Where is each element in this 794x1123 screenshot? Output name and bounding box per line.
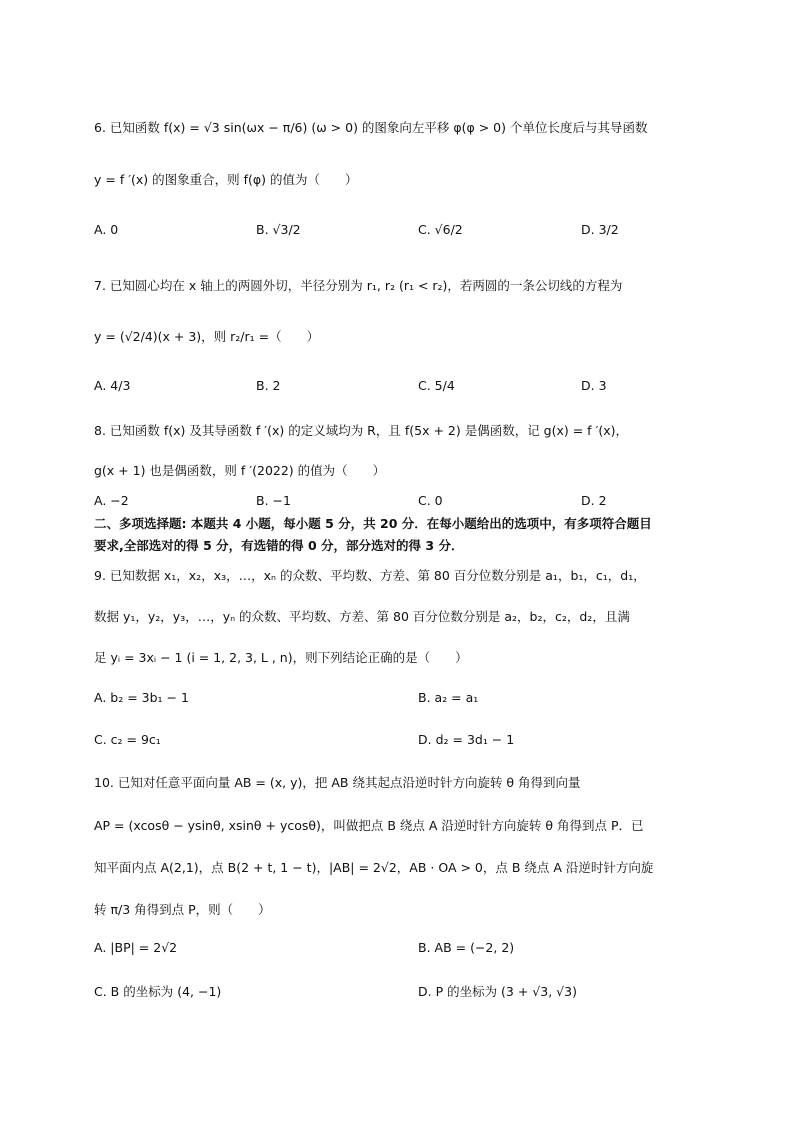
q10-stem-line3: 知平面内点 A(2,1)，点 B(2 + t, 1 − t)，|AB| = 2√2，AB · OA > 0，点 B 绕点 A 沿逆时针方向旋 bbox=[94, 860, 654, 875]
q6-option-c: C. √6/2 bbox=[418, 222, 463, 237]
q6-stem-line2: y = f ′(x) 的图象重合，则 f(φ) 的值为（ ） bbox=[94, 172, 358, 187]
q7-stem-line1: 7. 已知圆心均在 x 轴上的两圆外切，半径分别为 r₁, r₂ (r₁ < r₂)，若两圆的一条公切线的方程为 bbox=[94, 278, 623, 293]
q10-option-c: C. B 的坐标为 (4, −1) bbox=[94, 984, 222, 999]
q9-stem-line1: 9. 已知数据 x₁，x₂，x₃，…，xₙ 的众数、平均数、方差、第 80 百分位数分别是 a₁，b₁，c₁，d₁， bbox=[94, 568, 646, 583]
q10-stem-line2: AP = (xcosθ − ysinθ, xsinθ + ycosθ)，叫做把点 B 绕点 A 沿逆时针方向旋转 θ 角得到点 P．已 bbox=[94, 818, 644, 833]
q9-option-c: C. c₂ = 9c₁ bbox=[94, 732, 161, 747]
q9-option-b: B. a₂ = a₁ bbox=[418, 690, 479, 705]
q9-option-d: D. d₂ = 3d₁ − 1 bbox=[418, 732, 515, 747]
q7-option-d: D. 3 bbox=[581, 378, 607, 393]
q9-stem-line3: 足 yᵢ = 3xᵢ − 1 (i = 1, 2, 3, L , n)，则下列结论正确的是（ ） bbox=[94, 650, 468, 665]
q7-option-b: B. 2 bbox=[256, 378, 281, 393]
q6-option-b: B. √3/2 bbox=[256, 222, 301, 237]
q10-option-d: D. P 的坐标为 (3 + √3, √3) bbox=[418, 984, 577, 999]
q10-option-b: B. AB = (−2, 2) bbox=[418, 940, 515, 955]
q7-option-a: A. 4/3 bbox=[94, 378, 131, 393]
q9-option-a: A. b₂ = 3b₁ − 1 bbox=[94, 690, 189, 705]
q8-option-b: B. −1 bbox=[256, 493, 291, 508]
q10-stem-line1: 10. 已知对任意平面向量 AB = (x, y)，把 AB 绕其起点沿逆时针方向旋转 θ 角得到向量 bbox=[94, 775, 581, 790]
q6-option-a: A. 0 bbox=[94, 222, 119, 237]
q6-stem-line1: 6. 已知函数 f(x) = √3 sin(ωx − π/6) (ω > 0) 的图象向左平移 φ(φ > 0) 个单位长度后与其导函数 bbox=[94, 120, 648, 135]
q8-option-d: D. 2 bbox=[581, 493, 607, 508]
q8-option-c: C. 0 bbox=[418, 493, 443, 508]
q9-stem-line2: 数据 y₁，y₂，y₃，…，yₙ 的众数、平均数、方差、第 80 百分位数分别是 a₂，b₂，c₂，d₂，且满 bbox=[94, 609, 630, 624]
q8-stem-line2: g(x + 1) 也是偶函数，则 f ′(2022) 的值为（ ） bbox=[94, 463, 386, 478]
section-heading-line2: 要求,全部选对的得 5 分，有选错的得 0 分，部分选对的得 3 分． bbox=[94, 538, 464, 553]
q8-option-a: A. −2 bbox=[94, 493, 129, 508]
q8-stem-line1: 8. 已知函数 f(x) 及其导函数 f ′(x) 的定义域均为 R，且 f(5x + 2) 是偶函数，记 g(x) = f ′(x)， bbox=[94, 423, 629, 438]
q7-option-c: C. 5/4 bbox=[418, 378, 455, 393]
q10-option-a: A. |BP| = 2√2 bbox=[94, 940, 178, 955]
q6-option-d: D. 3/2 bbox=[581, 222, 619, 237]
q10-stem-line4: 转 π/3 角得到点 P，则（ ） bbox=[94, 902, 271, 917]
q7-stem-line2: y = (√2/4)(x + 3)，则 r₂/r₁ =（ ） bbox=[94, 329, 320, 344]
section-heading-line1: 二、多项选择题: 本题共 4 小题，每小题 5 分，共 20 分．在每小题给出的选项中，有多项符合题目 bbox=[94, 516, 652, 531]
